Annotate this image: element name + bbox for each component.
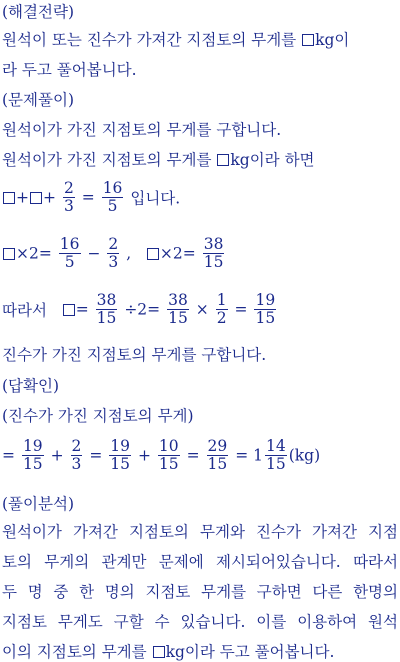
strategy-line-2: 라 두고 풀어봅니다.	[2, 61, 137, 79]
plus-sign: +	[43, 188, 56, 207]
unit-kg: (kg)	[288, 446, 321, 465]
times-two-equals: ×2=	[159, 244, 196, 263]
equals-sign: =	[2, 446, 15, 465]
equals-sign: =	[186, 446, 200, 465]
analysis-text-5a: 이의 지점토의 무게를	[2, 643, 147, 661]
plus-sign: +	[137, 446, 151, 465]
fraction: $\frac{16}{5}$	[59, 235, 80, 271]
unknown-box	[217, 154, 229, 166]
equals-sign: =	[75, 300, 89, 319]
fraction: $\frac{16}{5}$	[102, 179, 123, 215]
times-sign: ×	[195, 300, 209, 319]
unknown-box	[147, 248, 159, 260]
fraction: $\frac{38}{15}$	[203, 235, 224, 271]
check-line-1: (진수가 가진 지점토의 무게)	[2, 407, 194, 425]
equation-1	[2, 180, 180, 215]
fraction: $\frac{2}{3}$	[63, 179, 74, 215]
mixed-whole: 1	[253, 446, 263, 465]
minus-sign: −	[87, 244, 101, 263]
unknown-box	[153, 646, 165, 658]
heading-check: (답확인)	[2, 377, 60, 395]
unknown-box	[3, 248, 15, 260]
heading-analysis: (풀이분석)	[2, 495, 74, 513]
solution-line-2	[2, 150, 398, 170]
equation-4	[2, 438, 320, 473]
fraction: $\frac{38}{15}$	[168, 291, 188, 327]
heading-solution: (문제풀이)	[2, 91, 74, 109]
fraction: $\frac{29}{15}$	[207, 437, 228, 473]
solution-text-2b: kg이라 하면	[230, 151, 315, 169]
equals-sign: =	[89, 446, 103, 465]
unknown-box	[63, 304, 75, 316]
solution-line-1: 원석이가 가진 지점토의 무게를 구합니다.	[2, 121, 282, 139]
equation-2	[2, 236, 226, 271]
unknown-box	[30, 192, 42, 204]
heading-strategy: (해결전략)	[2, 3, 74, 21]
equals-sign: =	[235, 446, 249, 465]
fraction: $\frac{14}{15}$	[266, 437, 286, 473]
fraction: $\frac{19}{15}$	[255, 291, 276, 327]
therefore-label: 따라서	[2, 301, 47, 320]
unknown-box	[302, 34, 314, 46]
equals-sign: =	[234, 300, 248, 319]
equals-sign: =	[81, 188, 95, 207]
fraction: $\frac{2}{3}$	[71, 437, 82, 473]
strategy-text-1b: kg이	[315, 31, 350, 49]
equation-1-tail: 입니다.	[130, 189, 181, 208]
fraction: $\frac{2}{3}$	[108, 235, 119, 271]
plus-sign: +	[50, 446, 64, 465]
equation-3	[2, 292, 278, 327]
analysis-line-3: 두 명 중 한 명의 지점토 무게를 구하면 다른 한명의	[2, 583, 398, 601]
strategy-text-1a: 원석이 또는 진수가 가져간 지점토의 무게를	[2, 31, 297, 49]
times-two-equals: ×2=	[16, 244, 52, 263]
plus-sign: +	[16, 188, 29, 207]
analysis-text-5b: kg이라 두고 풀어봅니다.	[165, 643, 335, 661]
comma: ,	[126, 244, 132, 263]
analysis-line-2: 토의 무게의 관계만 문제에 제시되어있습니다. 따라서	[2, 553, 398, 571]
divide-two-equals: ÷2=	[124, 300, 161, 319]
analysis-line-4: 지점토 무게도 구할 수 있습니다. 이를 이용하여 원석	[2, 613, 398, 631]
solution-text-2a: 원석이가 가진 지점토의 무게를	[2, 151, 212, 169]
fraction: $\frac{1}{2}$	[216, 291, 227, 327]
solution-line-3: 진수가 가진 지점토의 무게를 구합니다.	[2, 346, 267, 364]
fraction: $\frac{10}{15}$	[158, 437, 179, 473]
fraction: $\frac{19}{15}$	[110, 437, 131, 473]
fraction: $\frac{38}{15}$	[96, 291, 117, 327]
unknown-box	[3, 192, 15, 204]
analysis-line-1: 원석이가 가져간 지점토의 무게와 진수가 가져간 지점	[2, 523, 398, 541]
fraction: $\frac{19}{15}$	[22, 437, 43, 473]
analysis-line-5	[2, 642, 398, 662]
strategy-line-1	[2, 30, 398, 50]
